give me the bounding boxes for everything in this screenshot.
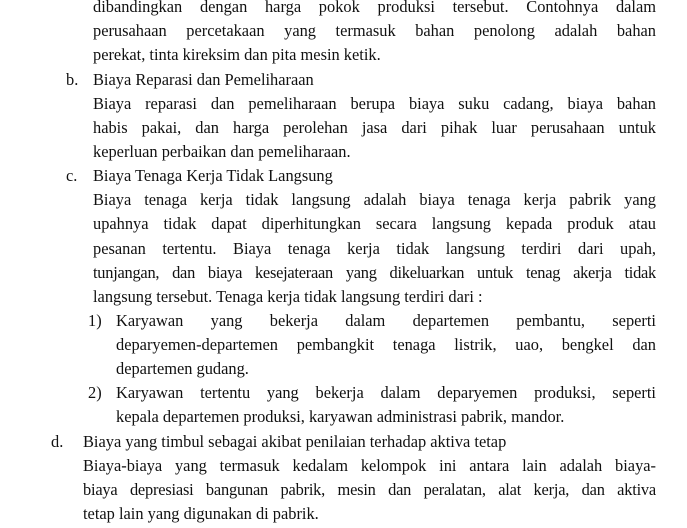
item-1-line-1: Karyawan yang bekerja dalam departemen pembantu, seperti	[116, 311, 656, 330]
section-c-line-4: tunjangan, dan biaya kesejateraan yang dikeluarkan untuk tenag akerja tidak	[93, 263, 656, 282]
item-1-line-2: deparyemen-departemen pembangkit tenaga listrik, uao, bengkel dan	[116, 335, 656, 354]
intro-line-1: dibandingkan dengan harga pokok produksi tersebut. Contohnya dalam	[93, 0, 656, 16]
section-c-heading: Biaya Tenaga Kerja Tidak Langsung	[93, 166, 333, 185]
section-b-heading: Biaya Reparasi dan Pemeliharaan	[93, 70, 314, 89]
section-d-line-1: Biaya-biaya yang termasuk kedalam kelompok ini antara lain adalah biaya-	[83, 456, 656, 475]
section-c-line-5: langsung tersebut. Tenaga kerja tidak langsung terdiri dari :	[93, 287, 483, 306]
section-c-marker: c.	[66, 166, 78, 185]
section-d-marker: d.	[51, 432, 64, 451]
section-b-marker: b.	[66, 70, 79, 89]
section-b-line-3: keperluan perbaikan dan pemeliharaan.	[93, 142, 351, 161]
intro-line-3: perekat, tinta kireksim dan pita mesin ketik.	[93, 45, 381, 64]
section-d-line-3: tetap lain yang digunakan di pabrik.	[83, 504, 319, 523]
section-b-line-1: Biaya reparasi dan pemeliharaan berupa biaya suku cadang, biaya bahan	[93, 94, 656, 113]
section-d-heading: Biaya yang timbul sebagai akibat penilaian terhadap aktiva tetap	[83, 432, 507, 451]
section-c-line-2: upahnya tidak dapat diperhitungkan secara langsung kepada produk atau	[93, 214, 656, 233]
section-c-line-3: pesanan tertentu. Biaya tenaga kerja tidak langsung terdiri dari upah,	[93, 239, 656, 258]
item-2-line-2: kepala departemen produksi, karyawan administrasi pabrik, mandor.	[116, 407, 565, 426]
item-1-marker: 1)	[88, 311, 102, 330]
section-d-line-2: biaya depresiasi bangunan pabrik, mesin dan peralatan, alat kerja, dan aktiva	[83, 480, 656, 499]
section-b-line-2: habis pakai, dan harga perolehan jasa dari pihak luar perusahaan untuk	[93, 118, 656, 137]
section-c-line-1: Biaya tenaga kerja tidak langsung adalah biaya tenaga kerja pabrik yang	[93, 190, 656, 209]
item-2-marker: 2)	[88, 383, 102, 402]
item-2-line-1: Karyawan tertentu yang bekerja dalam deparyemen produksi, seperti	[116, 383, 656, 402]
intro-line-2: perusahaan percetakaan yang termasuk bahan penolong adalah bahan	[93, 21, 656, 40]
item-1-line-3: departemen gudang.	[116, 359, 249, 378]
